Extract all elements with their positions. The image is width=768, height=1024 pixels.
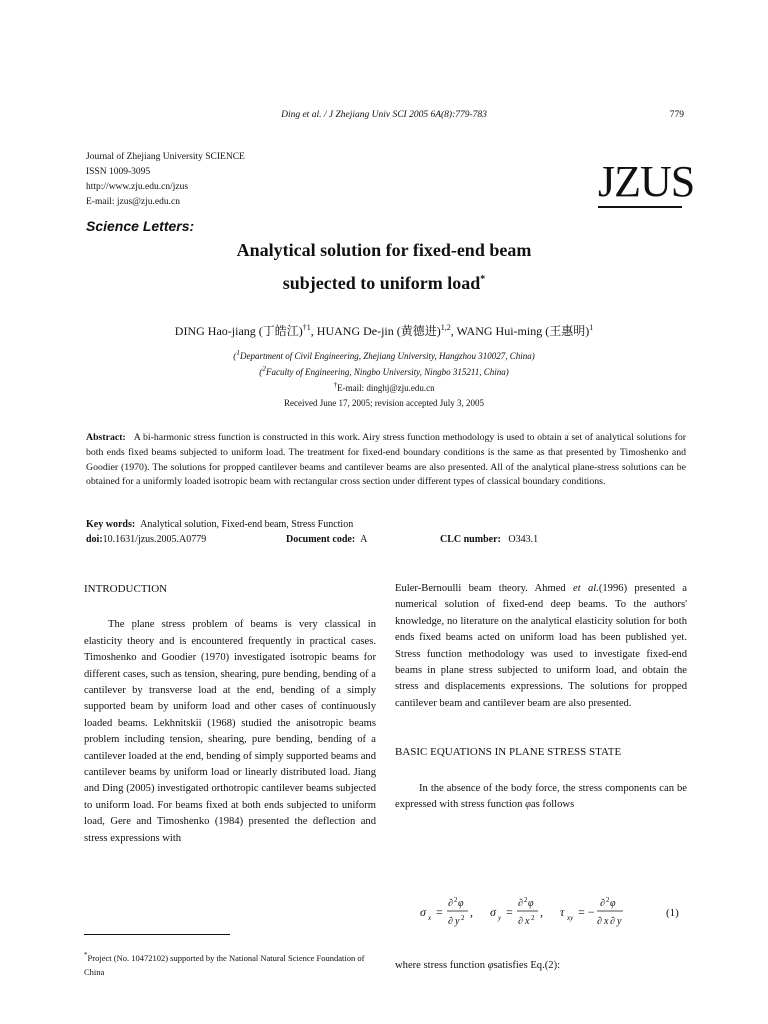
svg-text:∂: ∂ bbox=[518, 898, 523, 909]
title-line-1: Analytical solution for fixed-end beam bbox=[236, 240, 532, 260]
intro-paragraph: The plane stress problem of beams is very classical in elasticity theory and is encountered frequently in practical cases. Timoshenko and Goodier (1970) investigated isotropic beams for different cases, such as tension, shearing, pure bending, bending of a cantilever by transverse load at the end, bending of a simply supported beam by uniform load and other cases of continuously loaded beams. Lekhnitskii (1968) studied the anisotropic beams problem including tension, shearing, pure bending, bending of a cantilever loaded at the end, bending of simply supported beams and cantilever beams by uniform load or linearly distributed load. Jiang and Ding (2005) investigated orthotropic cantilever beams subjected to uniform load. For beams fixed at both ends subjected to uniform load, Gere and Timoshenko (1984) presented the deflection and stress expressions with bbox=[84, 619, 376, 844]
abstract bbox=[86, 431, 686, 490]
author-2-sup: 1,2 bbox=[440, 323, 451, 332]
title-footnote-mark: * bbox=[480, 274, 486, 285]
equation-number: (1) bbox=[666, 907, 679, 919]
para-post: (1996) presented a numerical solution of fixed-end deep beams. To the authors' knowledge, no literature on the analytical elasticity solution for both ends fixed beams acted on uniform load has been published yet. Stress function methodology was used to investigate fixed-end beams in plane stress subjected to uniform load, and obtain the stress and displacements expressions. The solutions for propped cantilever beam and cantilever beam are also presented. bbox=[395, 583, 687, 709]
basic-post: as follows bbox=[530, 799, 575, 811]
section-label: Science Letters: bbox=[86, 218, 195, 234]
svg-text:2: 2 bbox=[524, 896, 528, 904]
svg-text:x: x bbox=[604, 916, 609, 927]
footnote-text: Project (No. 10472102) supported by the National Natural Science Foundation of China bbox=[84, 952, 365, 977]
basic-pre: In the absence of the body force, the stress components can be expressed with stress function bbox=[395, 782, 687, 811]
journal-email[interactable]: E-mail: jzus@zju.edu.cn bbox=[86, 197, 180, 207]
jzus-logo bbox=[598, 150, 695, 212]
author-2: , HUANG De-jin (黄德进) bbox=[310, 324, 441, 338]
stress-function-line bbox=[395, 960, 560, 971]
stress-fn-pre: where stress function bbox=[395, 960, 486, 971]
stress-fn-post: satisfies Eq.(2): bbox=[493, 960, 561, 971]
svg-text:=: = bbox=[506, 905, 513, 919]
svg-text:xy: xy bbox=[567, 914, 574, 922]
svg-text:,: , bbox=[470, 905, 473, 919]
keywords-label: Key words: bbox=[86, 519, 136, 530]
doi bbox=[86, 534, 206, 545]
svg-text:=: = bbox=[436, 905, 443, 919]
email-sup: † bbox=[333, 380, 338, 389]
svg-text:,: , bbox=[540, 905, 543, 919]
author-1: DING Hao-jiang (丁皓江) bbox=[174, 324, 303, 338]
clc-number bbox=[440, 534, 538, 545]
author-email bbox=[0, 380, 768, 393]
aff1-text: Department of Civil Engineering, Zhejiang University, Hangzhou 310027, China bbox=[240, 351, 532, 361]
basic-equations-paragraph bbox=[395, 781, 687, 814]
svg-text:2: 2 bbox=[454, 896, 458, 904]
keywords bbox=[86, 519, 353, 530]
svg-text:φ: φ bbox=[528, 898, 534, 909]
right-column bbox=[395, 581, 687, 813]
title-line-2-text: subjected to uniform load bbox=[282, 273, 481, 293]
intro-heading: INTRODUCTION bbox=[84, 583, 168, 595]
svg-text:x: x bbox=[428, 914, 432, 922]
footnote-rule bbox=[84, 934, 230, 935]
svg-text:φ: φ bbox=[458, 898, 464, 909]
page-number: 779 bbox=[669, 110, 684, 120]
title-line-2 bbox=[0, 265, 768, 298]
clc-value: O343.1 bbox=[508, 534, 539, 545]
affiliation-1: ($^1$Department of Civil Engineering, Zhejiang University, Hangzhou 310027, China) bbox=[233, 348, 535, 361]
aff2-text: Faculty of Engineering, Ningbo University, Ningbo 315211, China bbox=[265, 367, 506, 377]
doi-label: doi: bbox=[86, 534, 103, 545]
svg-text:2: 2 bbox=[461, 914, 465, 922]
logo-text: JZUS bbox=[598, 157, 695, 206]
clc-label: CLC number: bbox=[440, 534, 501, 545]
svg-text:∂: ∂ bbox=[597, 916, 602, 927]
abstract-label: Abstract: bbox=[86, 432, 126, 443]
para-pre: Euler-Bernoulli beam theory. Ahmed bbox=[395, 583, 566, 594]
svg-text:∂: ∂ bbox=[610, 916, 615, 927]
svg-text:φ: φ bbox=[610, 898, 616, 909]
svg-text:2: 2 bbox=[606, 896, 610, 904]
running-head: Ding et al. / J Zhejiang Univ SCI 2005 6A(8):779-783 bbox=[281, 110, 487, 120]
footnote-mark: * bbox=[84, 951, 88, 959]
phi-symbol: φ bbox=[525, 799, 531, 811]
aff1-sup: 1 bbox=[236, 348, 240, 357]
journal-url[interactable]: http://www.zju.edu.cn/jzus bbox=[86, 182, 189, 192]
svg-text:y: y bbox=[455, 916, 460, 927]
aff2-sup: 2 bbox=[262, 364, 266, 373]
affiliation-2: ($^2$Faculty of Engineering, Ningbo University, Ningbo 315211, China) bbox=[259, 364, 509, 377]
journal-info bbox=[86, 150, 245, 210]
left-column bbox=[84, 581, 376, 847]
svg-text:∂: ∂ bbox=[448, 916, 453, 927]
author-1-sup: †1 bbox=[302, 323, 311, 332]
logo-underline bbox=[598, 206, 682, 208]
basic-equations-heading: BASIC EQUATIONS IN PLANE STRESS STATE bbox=[395, 746, 622, 759]
email-text: E-mail: dinghj@zju.edu.cn bbox=[337, 383, 435, 393]
author-3-sup: 1 bbox=[589, 323, 594, 332]
continuation-paragraph bbox=[395, 581, 687, 712]
footnote bbox=[84, 948, 384, 979]
svg-text:y: y bbox=[498, 914, 502, 922]
equation-1 bbox=[420, 888, 690, 934]
author-list bbox=[0, 322, 768, 339]
sigma-x: σ bbox=[420, 905, 426, 919]
author-3: , WANG Hui-ming (王惠明) bbox=[450, 324, 590, 338]
received-date: Received June 17, 2005; revision accepted July 3, 2005 bbox=[284, 398, 484, 408]
svg-text:∂: ∂ bbox=[448, 898, 453, 909]
svg-text:∂: ∂ bbox=[600, 898, 605, 909]
doi-value[interactable]: 10.1631/jzus.2005.A0779 bbox=[102, 534, 207, 545]
sigma-y: σ bbox=[490, 905, 496, 919]
svg-text:2: 2 bbox=[531, 914, 535, 922]
journal-name: Journal of Zhejiang University SCIENCE bbox=[86, 152, 245, 162]
svg-text:x: x bbox=[525, 916, 530, 927]
tau-xy: τ bbox=[560, 905, 565, 919]
et-al: et al. bbox=[573, 583, 599, 594]
abstract-text: A bi-harmonic stress function is constructed in this work. Airy stress function methodology is used to obtain a set of analytical solutions for both ends fixed beams subjected to uniform load. The treatment for fixed-end boundary conditions is the same as that presented by Timoshenko and Goodier (1970). The solutions for propped cantilever beams and cantilever beams are also presented. All of the analytical plane-stress solutions can be obtained for a uniformly loaded isotropic beam with rectangular cross section under different types of classical boundary conditions. bbox=[86, 432, 686, 488]
journal-issn: ISSN 1009-3095 bbox=[86, 167, 151, 177]
svg-text:= −: = − bbox=[578, 905, 595, 919]
stress-fn-phi: φ bbox=[487, 960, 494, 971]
svg-text:y: y bbox=[617, 916, 622, 927]
keywords-text: Analytical solution, Fixed-end beam, Stress Function bbox=[140, 519, 354, 530]
doc-code-value: A bbox=[360, 534, 368, 545]
document-code bbox=[286, 534, 367, 545]
paper-title bbox=[0, 236, 768, 298]
doc-code-label: Document code: bbox=[286, 534, 356, 545]
svg-text:∂: ∂ bbox=[518, 916, 523, 927]
